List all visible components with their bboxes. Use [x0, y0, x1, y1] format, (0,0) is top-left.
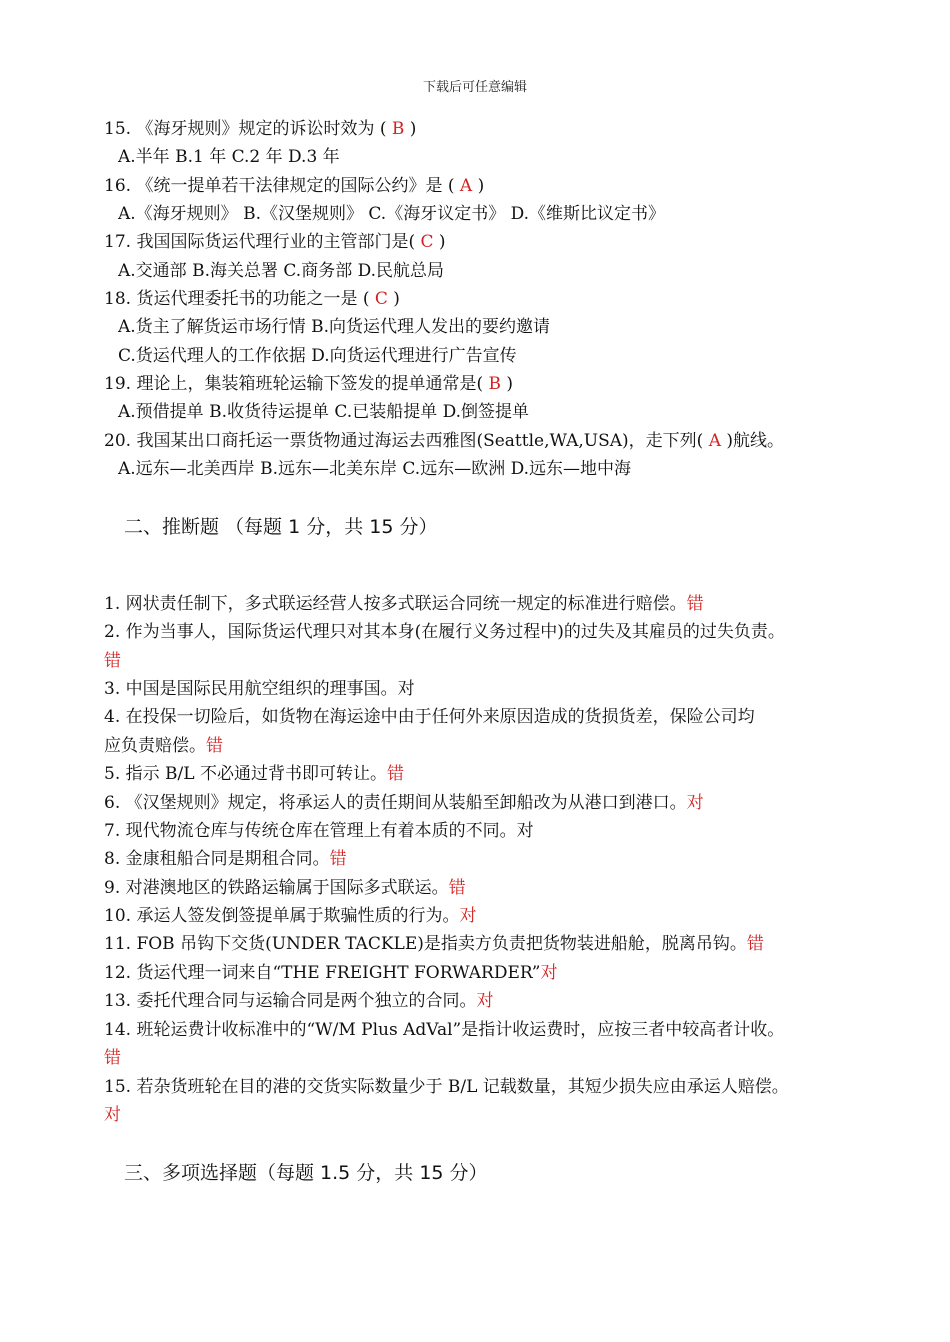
- answer-label: B: [391, 119, 405, 139]
- judgement-7: [104, 820, 534, 842]
- answer-label: 对: [540, 963, 558, 983]
- question-18-options-line1: A.货主了解货运市场行情 B.向货运代理人发出的要约邀请: [118, 317, 550, 337]
- answer-label: 对: [516, 821, 534, 841]
- statement-text: 7. 现代物流仓库与传统仓库在管理上有着本质的不同。: [104, 821, 517, 841]
- statement-text: 10. 承运人签发倒签提单属于欺骗性质的行为。: [104, 906, 460, 926]
- stem-text: )航线。: [720, 431, 785, 451]
- answer-label: 对: [459, 906, 477, 926]
- statement-text: 6. 《汉堡规则》规定，将承运人的责任期间从装船至卸船改为从港口到港口。: [104, 793, 687, 813]
- answer-label: 错: [746, 934, 764, 954]
- answer-label: 对: [104, 1105, 121, 1125]
- stem-text: 19. 理论上，集装箱班轮运输下签发的提单通常是(: [104, 374, 489, 394]
- answer-label: 错: [686, 594, 704, 614]
- stem-text: ): [500, 374, 514, 394]
- answer-label: A: [459, 176, 473, 196]
- answer-label: 对: [686, 793, 704, 813]
- judgement-10: [104, 905, 476, 927]
- judgement-5: [104, 763, 404, 785]
- judgement-14: 14. 班轮运费计收标准中的“W/M Plus AdVal”是指计收运费时，应按三者中较高者计收。: [104, 1020, 785, 1040]
- stem-text: ): [404, 119, 417, 139]
- judgement-4-line2: [104, 735, 223, 757]
- stem-text: ): [387, 289, 400, 309]
- judgement-8: [104, 848, 347, 870]
- judgement-1: [104, 593, 704, 615]
- answer-label: 错: [448, 878, 466, 898]
- question-19-stem: [104, 373, 513, 395]
- answer-label: 对: [476, 991, 494, 1011]
- judgement-3: [104, 678, 415, 700]
- judgement-15: 15. 若杂货班轮在目的港的交货实际数量少于 B/L 记载数量，其短少损失应由承运人赔偿。: [104, 1077, 789, 1097]
- answer-label: 错: [206, 736, 223, 756]
- judgement-13: [104, 990, 493, 1012]
- question-17-stem: [104, 231, 446, 253]
- question-15-options: A.半年 B.1 年 C.2 年 D.3 年: [118, 147, 340, 167]
- stem-text: 15. 《海牙规则》规定的诉讼时效为 (: [104, 119, 392, 139]
- stem-text: ): [472, 176, 485, 196]
- judgement-6: [104, 792, 704, 814]
- question-16-options: A.《海牙规则》 B.《汉堡规则》 C.《海牙议定书》 D.《维斯比议定书》: [118, 204, 666, 224]
- question-20-options: A.远东—北美西岸 B.远东—北美东岸 C.远东—欧洲 D.远东—地中海: [118, 459, 632, 479]
- statement-text: 13. 委托代理合同与运输合同是两个独立的合同。: [104, 991, 477, 1011]
- stem-text: ): [433, 232, 446, 252]
- statement-text: 8. 金康租船合同是期租合同。: [104, 849, 330, 869]
- question-17-options: A.交通部 B.海关总署 C.商务部 D.民航总局: [118, 261, 445, 281]
- answer-label: 对: [397, 679, 415, 699]
- page-header: 下载后可任意编辑: [422, 80, 527, 95]
- judgement-9: [104, 877, 466, 899]
- statement-text: 12. 货运代理一词来自“THE FREIGHT FORWARDER”: [104, 963, 541, 983]
- answer-label: 错: [104, 1048, 121, 1068]
- answer-label: A: [708, 431, 721, 451]
- judgement-12: [104, 962, 557, 984]
- question-18-options-line2: C.货运代理人的工作依据 D.向货运代理进行广告宣传: [118, 346, 517, 366]
- statement-text: 应负责赔偿。: [104, 736, 206, 756]
- statement-text: 9. 对港澳地区的铁路运输属于国际多式联运。: [104, 878, 449, 898]
- answer-label: 错: [386, 764, 404, 784]
- statement-text: 1. 网状责任制下，多式联运经营人按多式联运合同统一规定的标准进行赔偿。: [104, 594, 687, 614]
- judgement-11: [104, 933, 764, 955]
- question-19-options: A.预借提单 B.收货待运提单 C.已装船提单 D.倒签提单: [118, 402, 530, 422]
- answer-label: C: [420, 232, 434, 252]
- judgement-2: 2. 作为当事人，国际货运代理只对其本身(在履行义务过程中)的过失及其雇员的过失负责。: [104, 622, 785, 642]
- statement-text: 5. 指示 B/L 不必通过背书即可转让。: [104, 764, 387, 784]
- judgement-4-line1: 4. 在投保一切险后，如货物在海运途中由于任何外来原因造成的货损货差，保险公司均: [104, 707, 755, 727]
- question-15-stem: [104, 118, 416, 140]
- answer-label: C: [374, 289, 388, 309]
- stem-text: 17. 我国国际货运代理行业的主管部门是(: [104, 232, 421, 252]
- stem-text: 20. 我国某出口商托运一票货物通过海运去西雅图(Seattle,WA,USA)，走下列(: [104, 431, 709, 451]
- stem-text: 16. 《统一提单若干法律规定的国际公约》是 (: [104, 176, 460, 196]
- answer-label: 错: [104, 651, 121, 671]
- question-16-stem: [104, 175, 484, 197]
- answer-label: 错: [329, 849, 347, 869]
- section-3-heading: 三、多项选择题（每题 1.5 分，共 15 分）: [124, 1162, 488, 1184]
- question-20-stem: [104, 430, 784, 452]
- statement-text: 3. 中国是国际民用航空组织的理事国。: [104, 679, 398, 699]
- question-18-stem: [104, 288, 400, 310]
- answer-label: B: [488, 374, 501, 394]
- stem-text: 18. 货运代理委托书的功能之一是 (: [104, 289, 375, 309]
- section-2-heading: 二、推断题 （每题 1 分，共 15 分）: [124, 516, 438, 538]
- statement-text: 11. FOB 吊钩下交货(UNDER TACKLE)是指卖方负责把货物装进船舱，脱离吊钩。: [104, 934, 747, 954]
